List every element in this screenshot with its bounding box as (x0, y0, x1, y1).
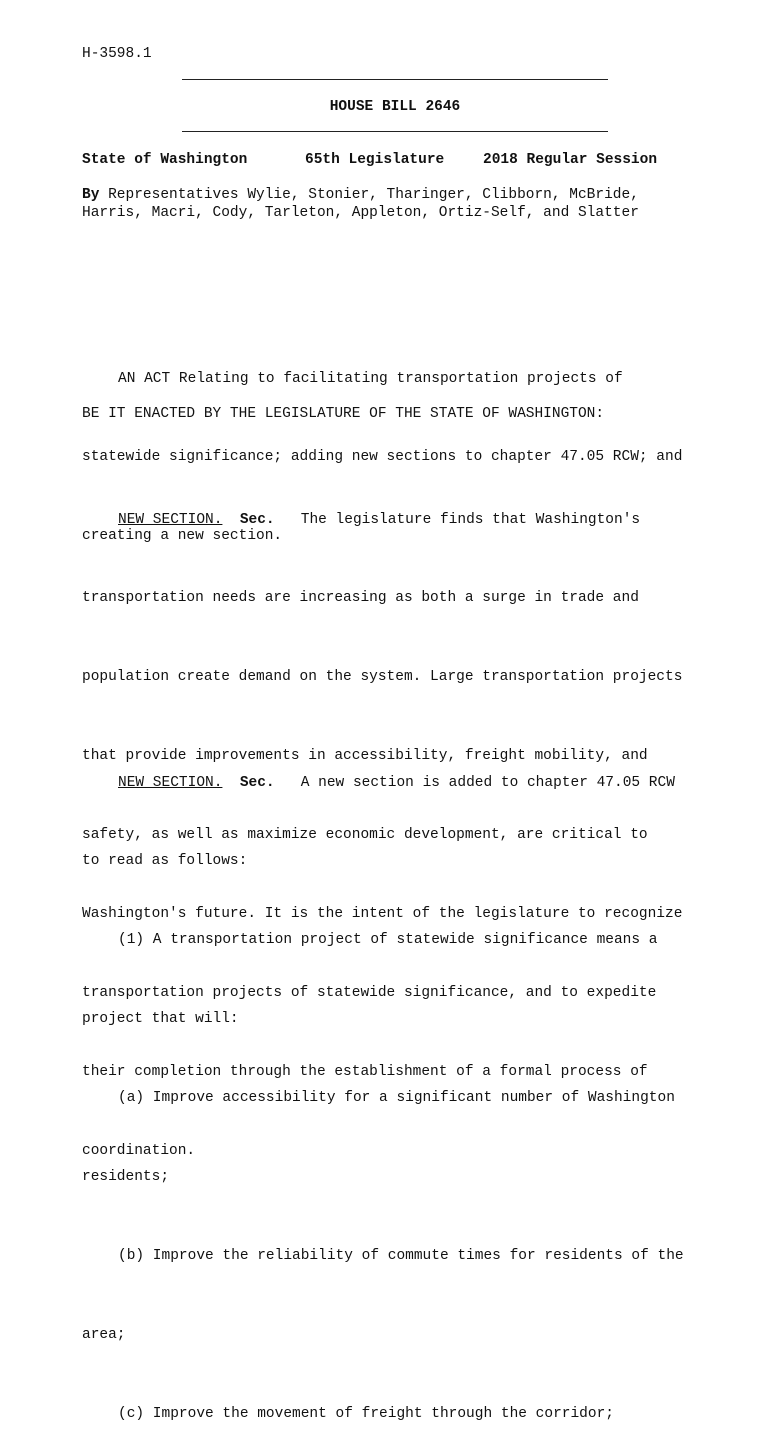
sponsors-line-1 (82, 187, 639, 203)
section-1-line: their completion through the establishment of a formal process of (82, 1063, 648, 1080)
section-2-label: NEW SECTION. (118, 774, 223, 791)
section-2-item-b: (b) Improve the reliability of commute times for residents of the (118, 1247, 684, 1264)
section-1-heading (82, 507, 722, 533)
section-2-item-1-cont: project that will: (82, 1011, 239, 1028)
section-1-line: transportation projects of statewide significance, and to expedite (82, 984, 657, 1001)
top-rule (182, 79, 608, 80)
section-1-sec: Sec. (239, 511, 275, 528)
section-2-item-a-cont: residents; (82, 1169, 170, 1186)
section-2-item-b-cont: area; (82, 1326, 126, 1343)
section-2 (82, 717, 722, 1453)
section-1-line: that provide improvements in accessibility, freight mobility, and (82, 748, 648, 765)
section-1-line: safety, as well as maximize economic development, are critical to (82, 827, 648, 844)
section-2-heading (82, 770, 722, 796)
section-1-line: transportation needs are increasing as both a surge in trade and (82, 590, 639, 607)
section-1-label: NEW SECTION. (118, 511, 223, 528)
header-legislature: 65th Legislature (305, 152, 445, 168)
section-2-item-1: (1) A transportation project of statewide significance means a (118, 932, 658, 949)
section-1-line: coordination. (82, 1142, 196, 1159)
section-1-line: Washington's future. It is the intent of the legislature to recognize (82, 906, 683, 923)
section-2-line: to read as follows: (82, 853, 248, 870)
section-2-first: A new section is added to chapter 47.05 RCW (274, 774, 675, 791)
bill-title: HOUSE BILL 2646 (329, 99, 461, 115)
act-line-3: creating a new section. (82, 528, 283, 545)
bottom-rule (182, 131, 608, 132)
header-session: 2018 Regular Session (483, 152, 658, 168)
section-1-first: The legislature finds that Washington's (274, 511, 641, 528)
sponsors-by: By (82, 187, 100, 203)
section-2-sec: Sec. (239, 774, 275, 791)
section-1-line: population create demand on the system. Large transportation projects (82, 669, 683, 686)
section-2-item-a: (a) Improve accessibility for a significant number of Washington (118, 1090, 675, 1107)
sponsors-line-2: Harris, Macri, Cody, Tarleton, Appleton, Ortiz-Self, and Slatter (82, 205, 639, 221)
document-id: H-3598.1 (82, 46, 152, 62)
act-line-2: statewide significance; adding new sections to chapter 47.05 RCW; and (82, 449, 683, 466)
sponsors-text-1: Representatives Wylie, Stonier, Tharinger, Clibborn, McBride, (99, 187, 639, 203)
act-line-1: AN ACT Relating to facilitating transportation projects of (118, 370, 623, 387)
section-2-item-c: (c) Improve the movement of freight through the corridor; (118, 1405, 614, 1422)
enacting-clause: BE IT ENACTED BY THE LEGISLATURE OF THE STATE OF WASHINGTON: (82, 406, 605, 422)
header-state: State of Washington (82, 152, 248, 168)
